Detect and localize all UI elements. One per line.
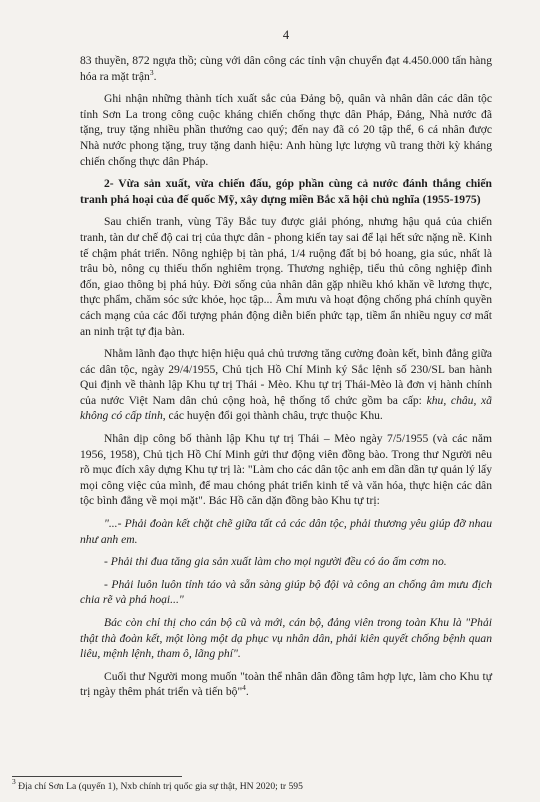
footnote-divider	[12, 776, 182, 777]
paragraph-autonomous-zone	[80, 346, 492, 424]
footnote-marker: 3	[12, 777, 16, 786]
footnote-ref: 4	[242, 683, 246, 693]
paragraph-text: , các huyện đổi gọi thành châu, trực thuộc Khu.	[162, 409, 383, 423]
paragraph-continuation	[80, 53, 492, 84]
quote-production: - Phải thi đua tăng gia sản xuất làm cho mọi người đều có áo ấm cơm no.	[104, 555, 447, 569]
paragraph-text: 83 thuyền, 872 ngựa thồ; cùng với dân công các tỉnh vận chuyển đạt 4.450.000 tấn hàng hóa ra mặt trận	[80, 54, 492, 83]
paragraph-italic-text: khu, châu, xã không có cấp tỉnh	[80, 393, 492, 423]
paragraph-punct: .	[153, 69, 157, 83]
quote-unity: "...- Phải đoàn kết chặt chẽ giữa tất cả các dân tộc, phải thương yêu giúp đỡ nhau như anh em.	[80, 517, 492, 546]
paragraph-text: Nhằm lãnh đạo thực hiện hiệu quả chủ trương tăng cường đoàn kết, bình đẳng giữa các dân tộc, ngày 29/4/1955, Chủ tịch Hồ Chí Minh ký Sắc lệnh số 230/SL ban hành Qui định về thành lập Khu tự trị Thái - Mèo. Khu tự trị Thái-Mèo là đơn vị hành chính của nước Việt Nam dân chủ cộng hoà, hệ thống tổ chức gồm ba cấp:	[80, 347, 492, 407]
footnote	[12, 777, 303, 793]
paragraph-awards: Ghi nhận những thành tích xuất sắc của Đảng bộ, quân và nhân dân các dân tộc tỉnh Sơn La trong công cuộc kháng chiến chống thực dân Pháp, Đảng, Nhà nước đã tặng, truy tặng nhiều phần thưởng cao quý; đến nay đã có 20 tập thể, 6 cá nhân được Nhà nước phong tặng, truy tặng danh hiệu: Anh hùng lực lượng vũ trang thời kỳ kháng chiến chống thực dân Pháp.	[80, 92, 492, 168]
footnote-ref: 3	[149, 67, 154, 77]
paragraph-text: Cuối thư Người mong muốn "toàn thể nhân dân đồng tâm hợp lực, làm cho Khu tự trị ngày thêm phát triển và tiến bộ"	[80, 669, 492, 699]
paragraph-closing	[80, 669, 492, 700]
quote-vigilance: - Phải luôn luôn tỉnh táo và sẵn sàng giúp bộ đội và công an chống âm mưu địch chia rẽ và phá hoại..."	[80, 577, 492, 607]
page-number: 4	[282, 28, 290, 42]
paragraph-postwar: Sau chiến tranh, vùng Tây Bắc tuy được giải phóng, nhưng hậu quả của chiến tranh, tàn dư chế độ cai trị của thực dân - phong kiến tay sai để lại hết sức nặng nề. Kinh tế chậm phát triển. Nông nghiệp bị tàn phá, 1/4 ruộng đất bị bỏ hoang, gia súc, nhất là trâu bò, nông cụ thiếu thốn nghiêm trọng. Thương nghiệp, tiểu thủ công nghiệp đình đốn, giao thông bị phá hủy. Đời sống của nhân dân gặp nhiều khó khăn về lương thực, thực phẩm, chăm sóc sức khỏe, học tập... Âm mưu và hoạt động chống phá chính quyền cách mạng của các đối tượng phản động diễn biến phức tạp, tiềm ẩn nhiều nguy cơ mất an ninh trật tự địa bàn.	[80, 215, 492, 338]
footnote-text: Địa chí Sơn La (quyển 1), Nxb chính trị quốc gia sự thật, HN 2020; tr 595	[15, 781, 303, 792]
section-heading: 2- Vừa sản xuất, vừa chiến đấu, góp phần cùng cả nước đánh thắng chiến tranh phá hoại của đế quốc Mỹ, xây dựng miền Bắc xã hội chủ nghĩa (1955-1975)	[80, 177, 492, 206]
paragraph-letter: Nhân dịp công bố thành lập Khu tự trị Thái – Mèo ngày 7/5/1955 (và các năm 1956, 1958), Chủ tịch Hồ Chí Minh gửi thư động viên đồng bào. Trong thư Người nêu rõ mục đích xây dựng Khu tự trị là: "Làm cho các dân tộc anh em dần dần tự quản lý lấy mọi công việc của mình, để mau chóng phát triển kinh tế và văn hóa, thực hiện các dân tộc bình đẳng về mọi mặt". Bác Hồ căn dặn đồng bào Khu tự trị:	[80, 432, 492, 508]
paragraph-punct: .	[245, 685, 249, 699]
quote-cadres: Bác còn chỉ thị cho cán bộ cũ và mới, cán bộ, đảng viên trong toàn Khu là "Phải thật thà đoàn kết, một lòng một dạ phục vụ nhân dân, phải kiên quyết chống bệnh quan liêu, mệnh lệnh, tham ô, lãng phí".	[80, 616, 492, 661]
